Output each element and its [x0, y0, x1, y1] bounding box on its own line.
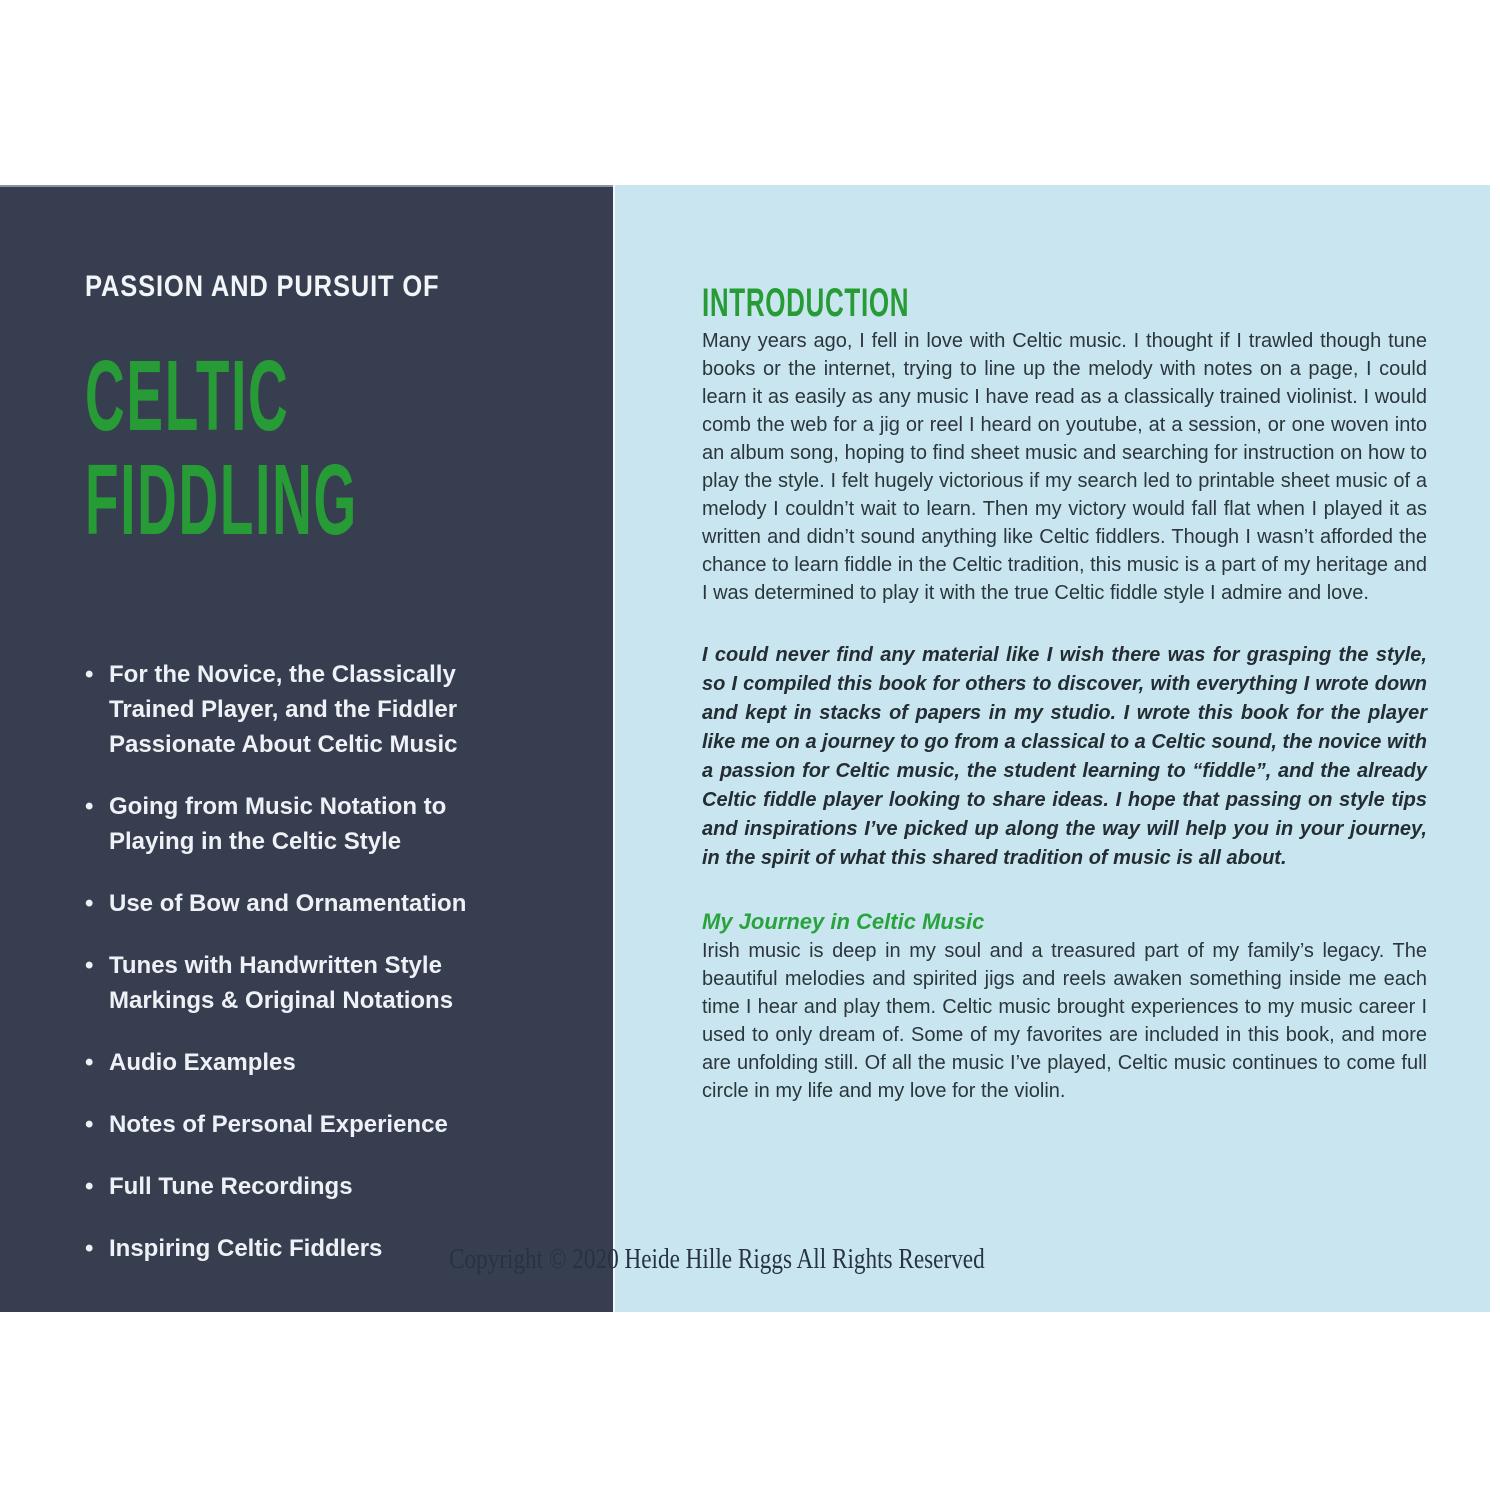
kicker-text: PASSION AND PURSUIT OF — [85, 270, 440, 303]
list-item-text: Full Tune Recordings — [109, 1173, 353, 1200]
list-item-text: Notes of Personal Experience — [109, 1111, 448, 1138]
section-heading-text: INTRODUCTION — [702, 281, 910, 325]
list-item-text: Going from Music Notation to Playing in the Celtic Style — [109, 793, 447, 855]
journey-paragraph: Irish music is deep in my soul and a treasured part of my family’s legacy. The beautiful melodies and spirited jigs and reels awaken something inside me each time I hear and play them. Celtic music brought experiences to my music career I used to only dream of. Some of my favorites are included in this book, and more are unfolding still. Of all the music I’ve played, Celtic music continues to come full circle in my life and my love for the violin. — [702, 940, 1427, 1102]
list-item — [85, 948, 509, 1018]
list-item-text: Tunes with Handwritten Style Markings & Original Notations — [109, 952, 454, 1014]
list-item — [85, 1045, 509, 1080]
list-item — [85, 1169, 509, 1204]
list-item — [85, 789, 509, 859]
bullet-icon: • — [85, 661, 94, 688]
book-title-line-1: CELTIC — [85, 340, 290, 452]
bullet-icon: • — [85, 793, 94, 820]
copyright-footer — [0, 1243, 1434, 1276]
kicker-row — [85, 270, 563, 304]
subsection-heading: My Journey in Celtic Music — [702, 909, 985, 934]
list-item-text: Inspiring Celtic Fiddlers — [109, 1235, 383, 1262]
section-heading — [702, 281, 1427, 325]
page-spread — [0, 185, 1490, 1312]
list-item-text: Use of Bow and Ornamentation — [109, 890, 467, 917]
bullet-icon: • — [85, 890, 94, 917]
list-item — [85, 886, 509, 921]
list-item-text: For the Novice, the Classically Trained Player, and the Fiddler Passionate About Celtic Music — [109, 661, 458, 758]
feature-list — [85, 657, 509, 1266]
left-panel — [0, 185, 613, 1312]
list-item-text: Audio Examples — [109, 1049, 296, 1076]
book-title — [85, 340, 563, 556]
list-item — [85, 1107, 509, 1142]
emphasis-paragraph: I could never find any material like I wish there was for grasping the style, so I compiled this book for others to discover, with everything I wrote down and kept in stacks of papers in my studio. I wrote this book for the player like me on a journey to go from a classical to a Celtic sound, the novice with a passion for Celtic music, the student learning to “fiddle”, and the already Celtic fiddle player looking to share ideas. I hope that passing on style tips and inspirations I’ve picked up along the way will help you in your journey, in the spirit of what this shared tradition of music is all about. — [702, 644, 1427, 869]
copyright-text: Copyright © 2020 Heide Hille Riggs All Rights Reserved — [449, 1243, 985, 1275]
intro-paragraph: Many years ago, I fell in love with Celtic music. I thought if I trawled though tune books or the internet, trying to line up the melody with notes on a page, I could learn it as easily as any music I have read as a classically trained violinist. I would comb the web for a jig or reel I heard on youtube, at a session, or one woven into an album song, hoping to find sheet music and searching for instruction on how to play the style. I felt hugely victorious if my search led to printable sheet music of a melody I couldn’t wait to learn. Then my victory would fall flat when I played it as written and didn’t sound anything like Celtic fiddlers. Though I wasn’t afforded the chance to learn fiddle in the Celtic tradition, this music is a part of my heritage and I was determined to play it with the true Celtic fiddle style I admire and love. — [702, 330, 1427, 604]
bullet-icon: • — [85, 1235, 94, 1262]
bullet-icon: • — [85, 1111, 94, 1138]
book-title-line-2: FIDDLING — [85, 444, 358, 556]
list-item — [85, 657, 509, 762]
bullet-icon: • — [85, 1173, 94, 1200]
right-panel — [613, 185, 1490, 1312]
bullet-icon: • — [85, 1049, 94, 1076]
bullet-icon: • — [85, 952, 94, 979]
